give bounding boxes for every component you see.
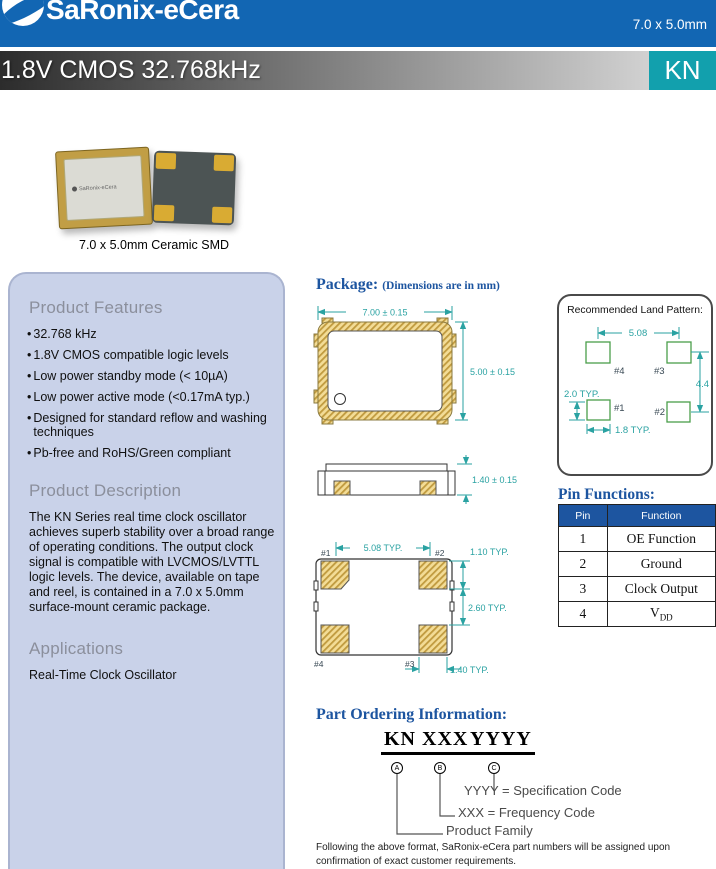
bottom-pin-label-1: #1 xyxy=(321,548,331,558)
table-row xyxy=(559,552,716,577)
package-drawings xyxy=(300,298,556,683)
pin-function: OE Function xyxy=(607,527,715,552)
dim-height-label: 5.00 ± 0.15 xyxy=(470,367,515,377)
pin-function xyxy=(607,602,715,627)
legend-frequency-code: XXX = Frequency Code xyxy=(458,805,595,820)
feature-item xyxy=(27,446,269,460)
function-column-header: Function xyxy=(607,505,715,527)
bullet-marker: • xyxy=(27,411,32,425)
product-photo-top-view xyxy=(55,147,153,230)
package-bottom-view-drawing xyxy=(314,559,454,655)
table-row xyxy=(559,527,716,552)
pin1-indicator-dot xyxy=(335,394,346,405)
bullet-marker: • xyxy=(27,446,32,460)
pin-functions-title: Pin Functions: xyxy=(558,486,655,503)
land-pattern-card xyxy=(557,294,713,476)
pin-function: Ground xyxy=(607,552,715,577)
package-size-label: 7.0 x 5.0mm xyxy=(632,17,707,32)
features-title: Product Features xyxy=(29,298,163,317)
dim-pad-gap-label: 2.60 TYP. xyxy=(468,603,507,613)
bullet-marker: • xyxy=(27,348,32,362)
land-pin-label-3: #3 xyxy=(654,366,665,377)
package-title-text: Package: xyxy=(316,276,379,293)
land-pattern-title: Recommended Land Pattern: xyxy=(567,305,703,316)
land-dim-vertical-label: 4.4 xyxy=(695,379,709,390)
header-bar xyxy=(0,0,716,47)
pin-number: 2 xyxy=(559,552,608,577)
dim-pad-span-label: 5.08 TYP. xyxy=(363,543,403,553)
page-title: 1.8V CMOS 32.768kHz xyxy=(1,56,261,84)
bullet-marker: • xyxy=(27,327,32,341)
brand-text: SaRonix-eCera xyxy=(46,0,239,25)
applications-title: Applications xyxy=(29,639,124,658)
ordering-code-frequency: XXX xyxy=(419,728,471,755)
table-row xyxy=(559,577,716,602)
feature-text: Low power active mode (<0.17mA typ.) xyxy=(33,390,250,404)
land-pin-label-4: #4 xyxy=(614,366,625,377)
chip-pad xyxy=(156,153,177,170)
feature-item xyxy=(27,411,269,439)
package-side-view-drawing xyxy=(318,464,455,495)
pin-function: Clock Output xyxy=(607,577,715,602)
footer-note: Following the above format, SaRonix-eCera part numbers will be assigned upon confirmation of exact customer requirements. xyxy=(316,842,671,867)
marker-a: A xyxy=(391,762,403,774)
bottom-pin-label-3: #3 xyxy=(405,659,415,669)
feature-item xyxy=(27,369,269,383)
bullet-marker: • xyxy=(27,369,32,383)
dim-pad-height-label: 1.10 TYP. xyxy=(470,547,509,557)
description-body: The KN Series real time clock oscillator achieves superb stability over a broad range of operating conditions. The output clock signal is compatible with LVCMOS/LVTTL logic levels. The device, available on tape and reel, is contained in a 7.0 x 5.0mm surface-mount ceramic package. xyxy=(29,510,275,614)
chip-logo-text: SaRonix-eCera xyxy=(78,184,117,193)
info-panel xyxy=(8,272,285,869)
bullet-marker: • xyxy=(27,390,32,404)
marker-b: B xyxy=(434,762,446,774)
land-dim-pad-height-label: 2.0 TYP. xyxy=(564,389,600,400)
pin-column-header: Pin xyxy=(559,505,608,527)
feature-text: Designed for standard reflow and washing techniques xyxy=(33,411,267,439)
title-bar xyxy=(0,51,716,90)
feature-item xyxy=(27,390,269,404)
brand-logo-icon xyxy=(2,0,44,26)
land-dim-span-label: 5.08 xyxy=(628,328,648,339)
vdd-main: V xyxy=(649,605,660,621)
feature-text: 32.768 kHz xyxy=(33,327,97,341)
vdd-subscript: DD xyxy=(659,612,673,623)
series-badge: KN xyxy=(649,51,716,90)
chip-logo-dot xyxy=(72,186,77,191)
table-header-row xyxy=(559,505,716,527)
ordering-code-spec: YYYY xyxy=(467,728,535,755)
legend-product-family: Product Family xyxy=(446,823,533,838)
product-photo-bottom-view xyxy=(152,151,236,226)
feature-text: 1.8V CMOS compatible logic levels xyxy=(33,348,229,362)
land-pattern-drawing xyxy=(559,322,711,472)
ordering-code-family: KN xyxy=(381,728,419,755)
pin-number: 4 xyxy=(559,602,608,627)
chip-pad xyxy=(212,207,233,224)
bottom-pin-label-2: #2 xyxy=(435,548,445,558)
pin-number: 3 xyxy=(559,577,608,602)
table-row xyxy=(559,602,716,627)
pin-number: 1 xyxy=(559,527,608,552)
part-ordering-title: Part Ordering Information: xyxy=(316,706,508,723)
dim-width-label: 7.00 ± 0.15 xyxy=(362,307,408,318)
package-title-note: (Dimensions are in mm) xyxy=(382,280,500,292)
feature-text: Low power standby mode (< 10µA) xyxy=(33,369,228,383)
package-section-title xyxy=(316,276,500,294)
feature-item xyxy=(27,327,269,341)
pin-functions-table xyxy=(558,504,716,627)
chip-pad xyxy=(154,205,175,222)
description-title: Product Description xyxy=(29,481,182,500)
chip-pad xyxy=(214,155,235,172)
side-view-dimension-lines xyxy=(457,455,472,504)
bottom-pin-label-4: #4 xyxy=(314,659,324,669)
land-pin-label-2: #2 xyxy=(654,407,665,418)
marker-c: C xyxy=(488,762,500,774)
land-pin-label-1: #1 xyxy=(614,403,625,414)
feature-text: Pb-free and RoHS/Green compliant xyxy=(33,446,231,460)
applications-body: Real-Time Clock Oscillator xyxy=(29,668,177,682)
dim-pad-width-label: 1.40 TYP. xyxy=(450,665,489,675)
feature-item xyxy=(27,348,269,362)
legend-specification-code: YYYY = Specification Code xyxy=(464,783,622,798)
package-top-view-drawing xyxy=(314,318,456,424)
dim-thickness-label: 1.40 ± 0.15 xyxy=(472,475,517,485)
land-dim-pad-width-label: 1.8 TYP. xyxy=(615,425,651,436)
photo-caption: 7.0 x 5.0mm Ceramic SMD xyxy=(79,238,230,252)
